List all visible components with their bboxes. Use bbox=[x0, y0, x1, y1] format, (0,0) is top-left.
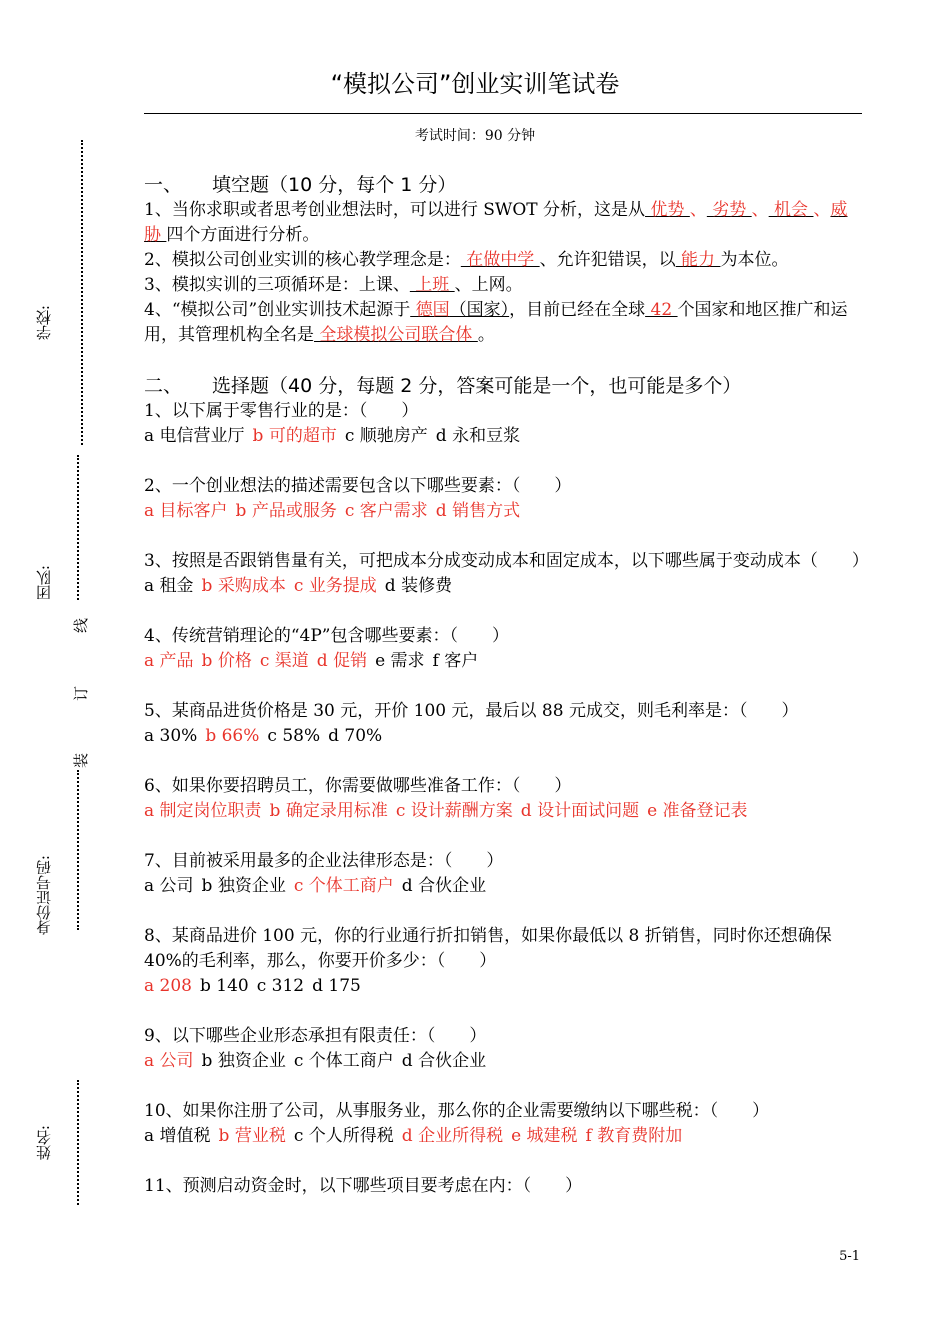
answer-option: e 城建税 bbox=[511, 1126, 578, 1146]
answer-blank: 能力 bbox=[675, 250, 721, 270]
answer-option: c 客户需求 bbox=[344, 501, 428, 521]
answer-option: a 目标客户 bbox=[144, 501, 228, 521]
answer-blank: 全球模拟公司联合体 bbox=[314, 325, 478, 345]
option: d 合伙企业 bbox=[401, 1051, 487, 1071]
answer-option: b 66% bbox=[205, 726, 260, 746]
name-label: 姓名: bbox=[35, 1125, 53, 1161]
choice-question-1: 1、以下属于零售行业的是：（ ） bbox=[144, 401, 419, 421]
option: a 公司 bbox=[144, 876, 194, 896]
answer-option: c 业务提成 bbox=[293, 576, 377, 596]
answer-blank: 威胁 bbox=[144, 200, 848, 245]
choice-question-8: 8、某商品进价 100 元，你的行业通行折扣销售，如果你最低以 8 折销售，同时你还想确保 40%的毛利率，那么，你要开价多少：（ ） bbox=[144, 926, 832, 971]
option: d 175 bbox=[312, 976, 361, 996]
section-title: 选择题（40 分，每题 2 分，答案可能是一个，也可能是多个） bbox=[212, 375, 742, 397]
answer-option: d 促销 bbox=[316, 651, 368, 671]
answer-option: a 产品 bbox=[144, 651, 194, 671]
choice-options bbox=[144, 799, 862, 824]
option: f 客户 bbox=[432, 651, 479, 671]
exam-time: 考试时间：90 分钟 bbox=[414, 128, 536, 144]
answer-option: a 公司 bbox=[144, 1051, 194, 1071]
choice-options bbox=[144, 724, 862, 749]
school-label: 学校: bbox=[35, 305, 53, 341]
option: c 个人所得税 bbox=[293, 1126, 394, 1146]
section-title: 填空题（10 分，每个 1 分） bbox=[212, 174, 457, 196]
binding-dotted-line-middle bbox=[77, 455, 79, 600]
choice-question-2: 2、一个创业想法的描述需要包含以下哪些要素：（ ） bbox=[144, 476, 572, 496]
section-number: 二、 bbox=[144, 375, 183, 397]
fill-question-1: 1、当你求职或者思考创业想法时，可以进行 SWOT 分析，这是从 优势 、 劣势 、 机会 、威胁 四个方面进行分析。 bbox=[144, 200, 848, 245]
choice-options bbox=[144, 574, 862, 599]
answer-blank: 机会 bbox=[768, 200, 814, 220]
page-number: 5-1 bbox=[839, 1249, 860, 1264]
choice-options bbox=[144, 499, 862, 524]
choice-question-3: 3、按照是否跟销售量有关，可把成本分成变动成本和固定成本，以下哪些属于变动成本（ ） bbox=[144, 551, 869, 571]
section-1-heading bbox=[144, 172, 862, 198]
answer-option: e 准备登记表 bbox=[647, 801, 748, 821]
answer-option: b 价格 bbox=[201, 651, 252, 671]
option: e 需求 bbox=[375, 651, 425, 671]
answer-option: a 208 bbox=[144, 976, 192, 996]
choice-options bbox=[144, 1049, 862, 1074]
choice-question-6: 6、如果你要招聘员工，你需要做哪些准备工作：（ ） bbox=[144, 776, 572, 796]
exam-content bbox=[144, 172, 869, 1199]
answer-option: d 设计面试问题 bbox=[520, 801, 640, 821]
option: d 合伙企业 bbox=[401, 876, 487, 896]
binding-char-bind: 装 bbox=[72, 752, 91, 769]
binding-char-order: 订 bbox=[72, 685, 91, 702]
answer-option: c 渠道 bbox=[259, 651, 309, 671]
binding-dotted-line-top bbox=[81, 140, 83, 445]
option: c 312 bbox=[256, 976, 305, 996]
choice-question-5: 5、某商品进货价格是 30 元，开价 100 元，最后以 88 元成交，则毛利率是：（ ） bbox=[144, 701, 799, 721]
answer-option: c 设计薪酬方案 bbox=[395, 801, 513, 821]
option: a 电信营业厅 bbox=[144, 426, 245, 446]
answer-option: b 可的超市 bbox=[252, 426, 337, 446]
option: a 增值税 bbox=[144, 1126, 211, 1146]
answer-option: d 企业所得税 bbox=[401, 1126, 504, 1146]
answer-option: b 产品或服务 bbox=[235, 501, 337, 521]
binding-dotted-line-bottom bbox=[77, 1080, 79, 1205]
option: b 140 bbox=[200, 976, 249, 996]
choice-question-7: 7、目前被采用最多的企业法律形态是：（ ） bbox=[144, 851, 504, 871]
choice-question-11: 11、预测启动资金时，以下哪些项目要考虑在内：（ ） bbox=[144, 1176, 583, 1196]
option: c 58% bbox=[267, 726, 321, 746]
title-divider bbox=[144, 113, 862, 114]
answer-option: b 采购成本 bbox=[201, 576, 286, 596]
fill-question-4: 4、“模拟公司”创业实训技术起源于 德国（国家），目前已经在全球 42 个国家和地区推广和运用，其管理机构全名是 全球模拟公司联合体 。 bbox=[144, 300, 848, 345]
choice-question-list bbox=[144, 399, 869, 1199]
answer-blank: 在做中学 bbox=[460, 250, 540, 270]
choice-options bbox=[144, 974, 862, 999]
option: c 顺驰房产 bbox=[344, 426, 428, 446]
answer-option: b 营业税 bbox=[218, 1126, 286, 1146]
answer-blank: 劣势 bbox=[706, 200, 752, 220]
choice-question-10: 10、如果你注册了公司，从事服务业，那么你的企业需要缴纳以下哪些税：（ ） bbox=[144, 1101, 770, 1121]
option: a 租金 bbox=[144, 576, 194, 596]
fill-question-3: 3、模拟实训的三项循环是：上课、 上班 、上网。 bbox=[144, 275, 523, 295]
binding-dotted-line-lower bbox=[77, 770, 79, 930]
option: d 永和豆浆 bbox=[435, 426, 521, 446]
choice-question-9: 9、以下哪些企业形态承担有限责任：（ ） bbox=[144, 1026, 487, 1046]
answer-blank: 德国 bbox=[410, 300, 450, 320]
section-number: 一、 bbox=[144, 174, 183, 196]
answer-option: c 个体工商户 bbox=[293, 876, 394, 896]
answer-option: b 确定录用标准 bbox=[269, 801, 388, 821]
choice-question-4: 4、传统营销理论的“4P”包含哪些要素：（ ） bbox=[144, 626, 509, 646]
page-title: “模拟公司”创业实训笔试卷 bbox=[330, 70, 620, 98]
answer-option: f 教育费附加 bbox=[585, 1126, 683, 1146]
section-2-heading bbox=[144, 373, 862, 399]
answer-blank: 优势 bbox=[645, 200, 690, 220]
option: a 30% bbox=[144, 726, 198, 746]
choice-options bbox=[144, 424, 862, 449]
option: d 70% bbox=[328, 726, 383, 746]
choice-options bbox=[144, 649, 862, 674]
answer-option: a 制定岗位职责 bbox=[144, 801, 262, 821]
choice-options bbox=[144, 1124, 862, 1149]
option: b 独资企业 bbox=[201, 876, 286, 896]
answer-option: d 销售方式 bbox=[435, 501, 521, 521]
answer-blank: 42 bbox=[645, 300, 678, 320]
option: d 装修费 bbox=[384, 576, 453, 596]
choice-options bbox=[144, 874, 862, 899]
id-number-label: 身份证号码: bbox=[35, 855, 53, 936]
answer-blank: 上班 bbox=[409, 275, 455, 295]
binding-char-line: 线 bbox=[72, 617, 91, 634]
fill-question-2: 2、模拟公司创业实训的核心教学理念是： 在做中学 、允许犯错误，以 能力 为本位。 bbox=[144, 250, 789, 270]
team-label: 团队: bbox=[35, 565, 53, 601]
option: c 个体工商户 bbox=[293, 1051, 394, 1071]
option: b 独资企业 bbox=[201, 1051, 286, 1071]
